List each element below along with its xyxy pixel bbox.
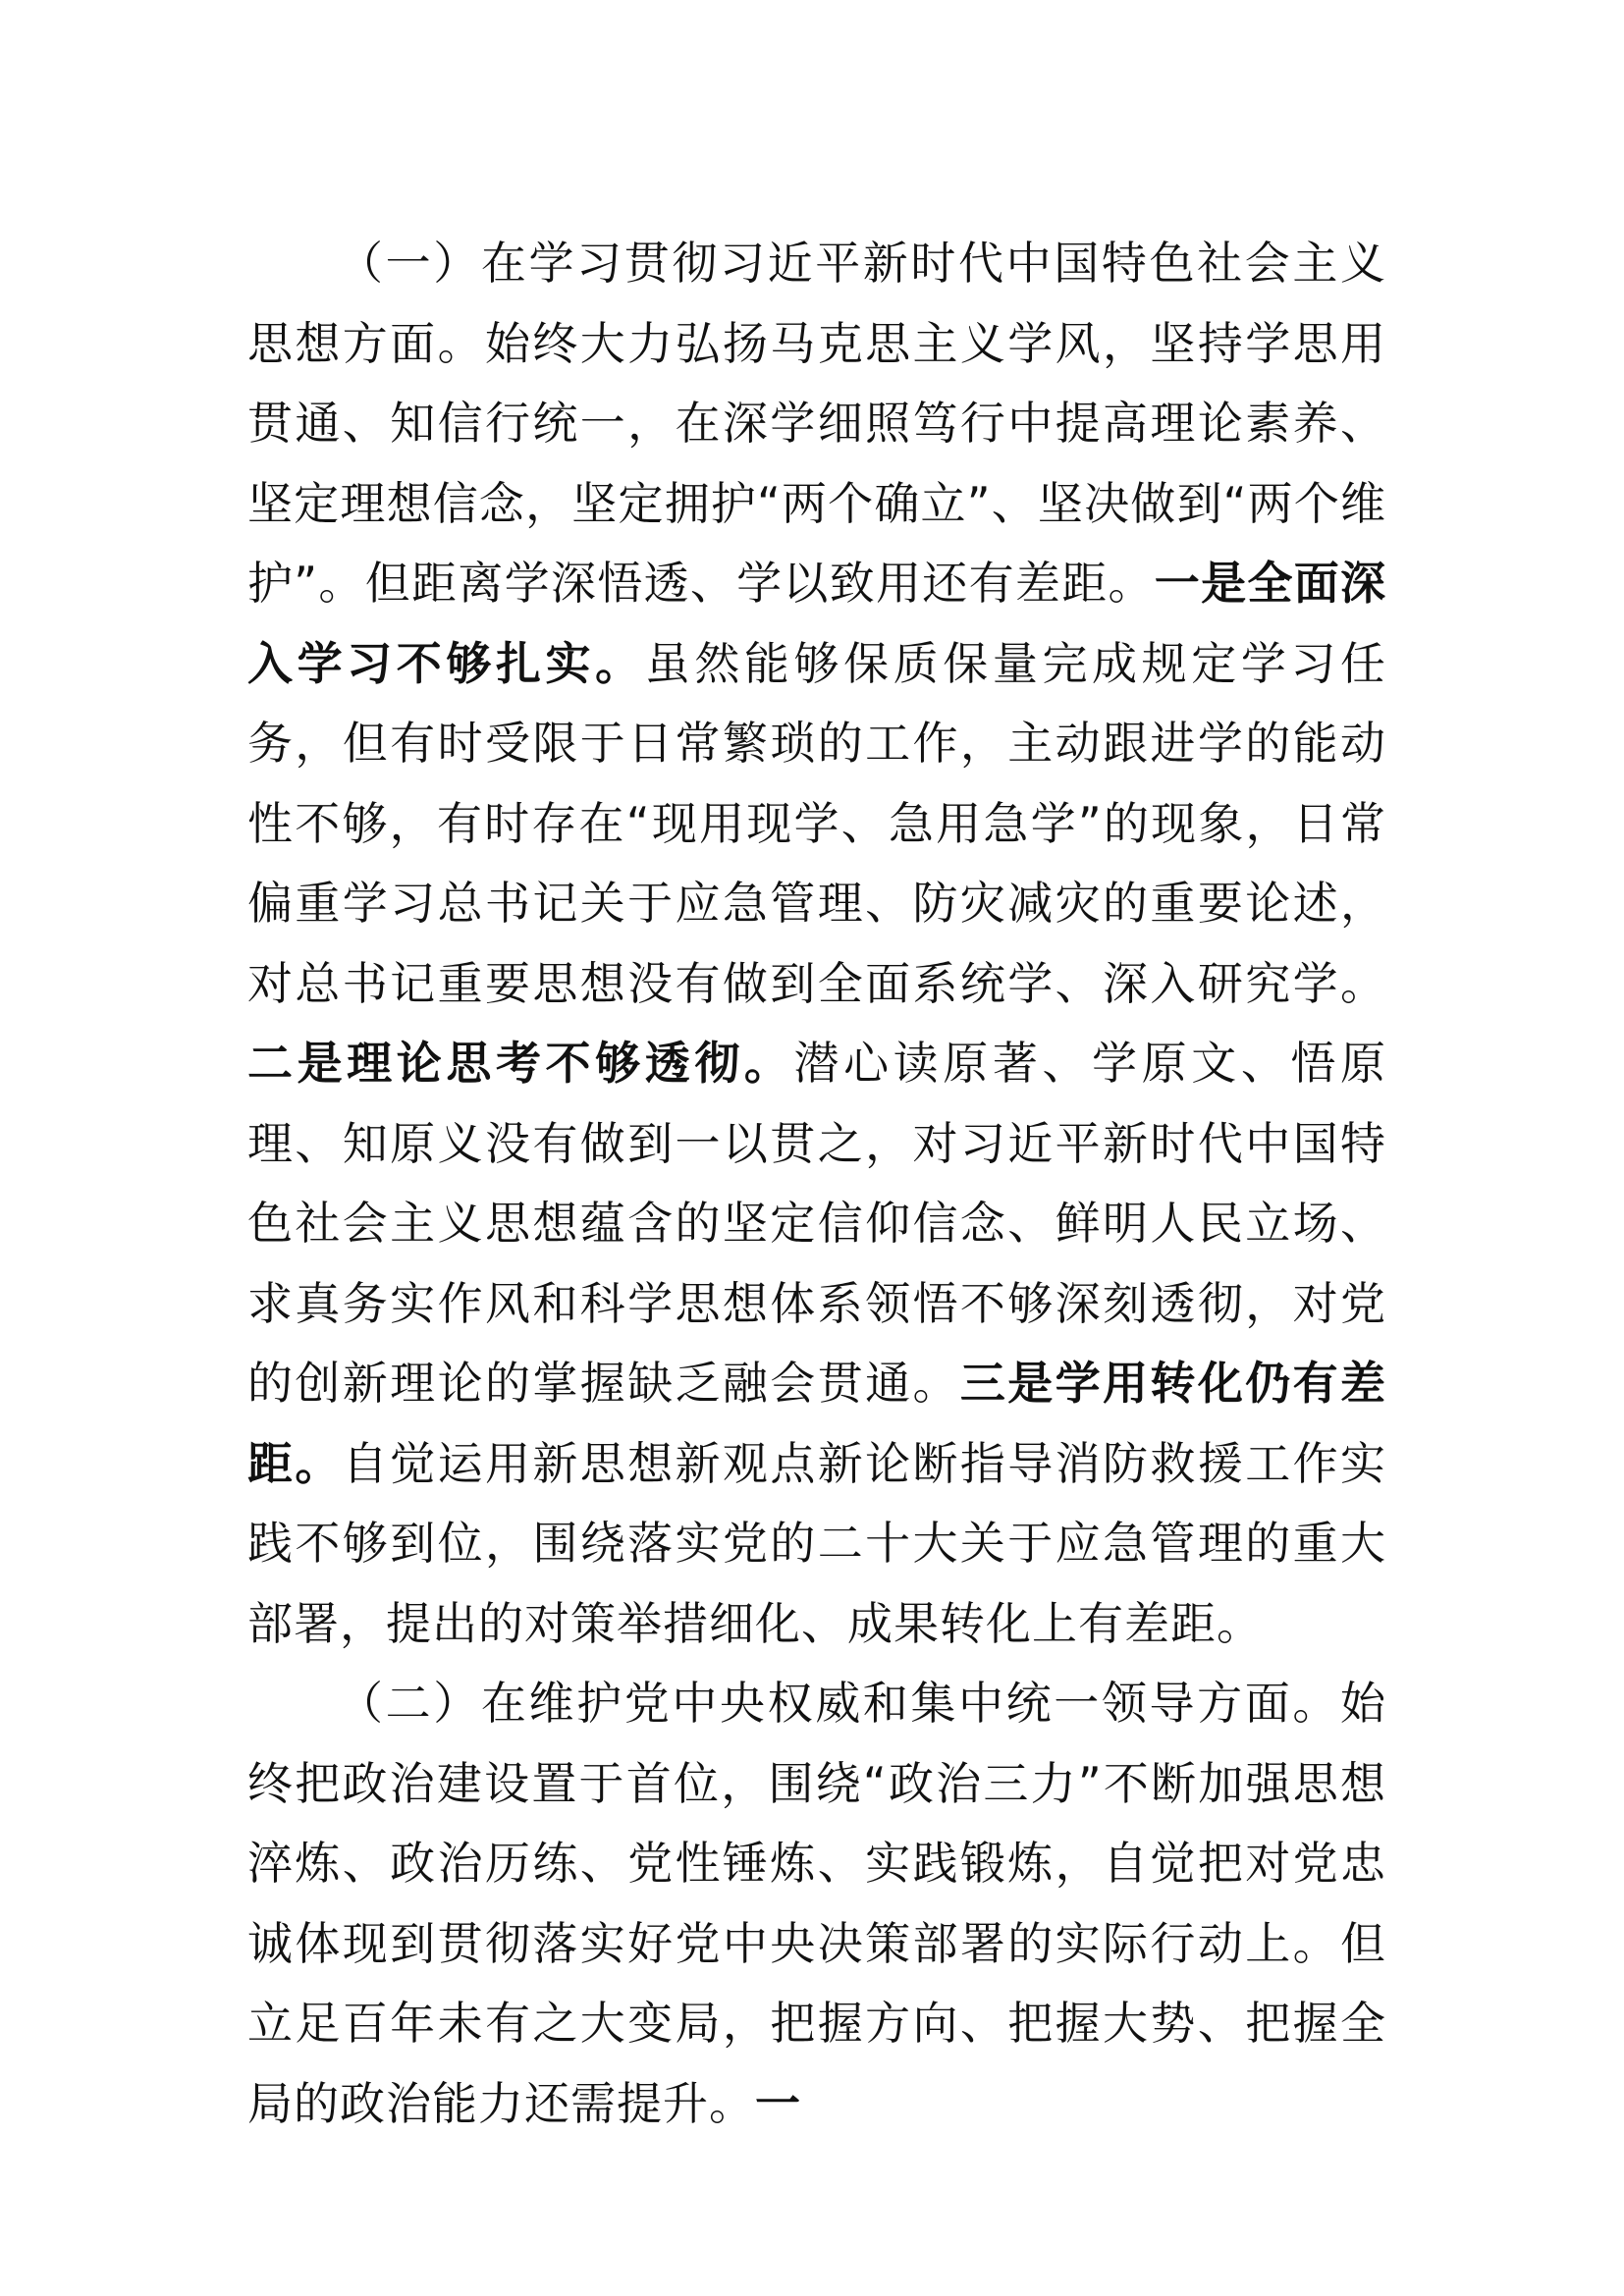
paragraph-1-point-2-text: 潜心读原著、学原文、悟原理、知原义没有做到一以贯之，对习近平新时代中国特色社会主义思想蕴含的坚定信仰信念、鲜明人民立场、求真务实作风和科学思想体系领悟不够深刻透彻，对党的创新理论的掌握缺乏融会贯通。: [247, 1037, 1387, 1410]
paragraph-1-text: （一）在学习贯彻习近平新时代中国特色社会主义思想方面。始终大力弘扬马克思主义学风，坚持学思用贯通、知信行统一，在深学细照笃行中提高理论素养、坚定理想信念，坚定拥护“两个确立”、坚决做到“两个维护”。但距离学深悟透、学以致用还有差距。: [247, 237, 1386, 610]
paragraph-2: [247, 1664, 1386, 2144]
paragraph-1-point-2-heading: 二是理论思考不够透彻。: [247, 1037, 794, 1090]
document-page: [247, 224, 1386, 2144]
paragraph-1-point-3-text: 自觉运用新思想新观点新论断指导消防救援工作实践不够到位，围绕落实党的二十大关于应急管理的重大部署，提出的对策举措细化、成果转化上有差距。: [247, 1436, 1387, 1650]
paragraph-1-point-1-heading: 一是全面深入学习不够扎实。: [247, 557, 1386, 690]
paragraph-1-point-1-text: 虽然能够保质保量完成规定学习任务，但有时受限于日常繁琐的工作，主动跟进学的能动性不够，有时存在“现用现学、急用急学”的现象，日常偏重学习总书记关于应急管理、防灾减灾的重要论述，对总书记重要思想没有做到全面系统学、深入研究学。: [247, 636, 1387, 1010]
paragraph-2-text: （二）在维护党中央权威和集中统一领导方面。始终把政治建设置于首位，围绕“政治三力”不断加强思想淬炼、政治历练、党性锤炼、实践锻炼，自觉把对党忠诚体现到贯彻落实好党中央决策部署的实际行动上。但立足百年未有之大变局，把握方向、把握大势、把握全局的政治能力还需提升。: [247, 1677, 1386, 2130]
paragraph-2-point-1-heading: 一: [755, 2076, 801, 2130]
paragraph-1: [247, 224, 1386, 1664]
paragraph-1-point-3-heading: 三是学用转化仍有差距。: [247, 1357, 1387, 1490]
